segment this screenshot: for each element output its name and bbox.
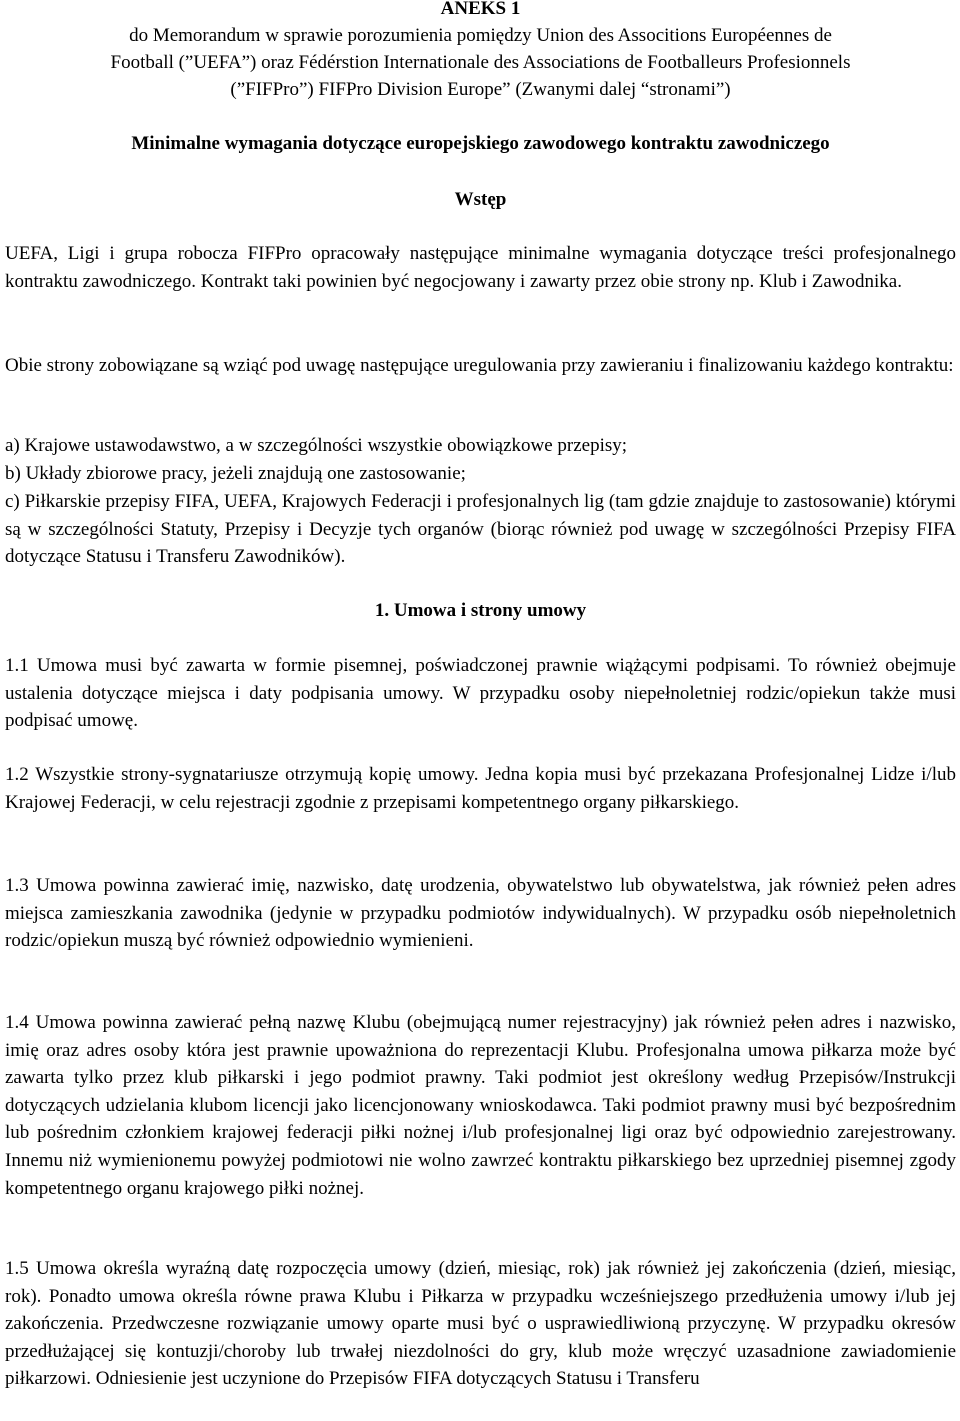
list-item-b: b) Układy zbiorowe pracy, jeżeli znajdują one zastosowanie; <box>5 463 466 484</box>
annex-subtitle-line-3: (”FIFPro”) FIFPro Division Europe” (Zwanymi dalej “stronami”) <box>230 79 731 100</box>
intro-heading: Wstęp <box>454 189 507 210</box>
document-title: Minimalne wymagania dotyczące europejskiego zawodowego kontraktu zawodniczego <box>131 133 830 154</box>
annex-subtitle-line-2: Football (”UEFA”) oraz Fédérstion Internationale des Associations de Footballeurs Profesionnels <box>110 52 851 73</box>
intro-paragraph-1: UEFA, Ligi i grupa robocza FIFPro opracowały następujące minimalne wymagania dotyczące treści profesjonalnego kontraktu zawodniczego. Kontrakt taki powinien być negocjowany i zawarty przez obie strony np. Klub i Zawodnika. <box>5 243 956 292</box>
section-1-5-paragraph: 1.5 Umowa określa wyraźną datę rozpoczęcia umowy (dzień, miesiąc, rok) jak również jej zakończenia (dzień, miesiąc, rok). Ponadto umowa określa równe prawa Klubu i Piłkarza w przypadku wcześniejszego przedłużenia umowy i/lub jej zakończenia. Przedwczesne rozwiązanie umowy oparte musi być o usprawiedliwioną przyczynę. W przypadku okresów przedłużającej się kontuzji/choroby lub trwałej niezdolności do gry, klub może wręczyć uzasadnione zawiadomienie piłkarzowi. Odniesienie jest uczynione do Przepisów FIFA dotyczących Statusu i Transferu <box>5 1258 956 1390</box>
section-1-1-paragraph: 1.1 Umowa musi być zawarta w formie pisemnej, poświadczonej prawnie wiążącymi podpisami. To również obejmuje ustalenia dotyczące miejsca i daty podpisania umowy. W przypadku osoby niepełnoletniej rodzic/opiekun także musi podpisać umowę. <box>5 655 956 732</box>
list-item-c: c) Piłkarskie przepisy FIFA, UEFA, Krajowych Federacji i profesjonalnych lig (tam gdzie znajduje to zastosowanie) którymi są w szczególności Statuty, Przepisy i Decyzje tych organów (biorąc również pod uwagę w szczególności Przepisy FIFA dotyczące Statusu i Transferu Zawodników). <box>5 491 956 568</box>
intro-paragraph-2: Obie strony zobowiązane są wziąć pod uwagę następujące uregulowania przy zawieraniu i finalizowaniu każdego kontraktu: <box>5 355 954 376</box>
annex-subtitle-line-1: do Memorandum w sprawie porozumienia pomiędzy Union des Associtions Européennes de <box>129 25 832 46</box>
section-1-2-paragraph: 1.2 Wszystkie strony-sygnatariusze otrzymują kopię umowy. Jedna kopia musi być przekazana Profesjonalnej Lidze i/lub Krajowej Federacji, w celu rejestracji zgodnie z przepisami kompetentnego organy piłkarskiego. <box>5 764 956 813</box>
annex-title: ANEKS 1 <box>440 0 521 19</box>
section-1-3-paragraph: 1.3 Umowa powinna zawierać imię, nazwisko, datę urodzenia, obywatelstwo lub obywatelstwa, jak również pełen adres miejsca zamieszkania zawodnika (jedynie w przypadku podmiotów indywidualnych). W przypadku osób niepełnoletnich rodzic/opiekun muszą być również odpowiednio wymienieni. <box>5 875 956 952</box>
section-1-4-paragraph: 1.4 Umowa powinna zawierać pełną nazwę Klubu (obejmującą numer rejestracyjny) jak również pełen adres i nazwisko, imię oraz adres osoby która jest prawnie upoważniona do reprezentacji Klubu. Profesjonalna umowa piłkarza może być zawarta tylko przez klub piłkarski i jego podmiot prawny. Taki podmiot jest określony według Przepisów/Instrukcji dotyczących udzielania klubom licencji jako licencjonowany wnioskodawca. Taki podmiot prawny musi być bezpośrednim lub pośrednim członkiem krajowej federacji piłki nożnej i/lub profesjonalnej ligi oraz być odpowiednio zarejestrowany. Innemu niż wymienionemu powyżej podmiotowi nie wolno zawrzeć kontraktu piłkarskiego bez uprzedniej pisemnej zgody kompetentnego organu krajowego piłki nożnej. <box>5 1012 956 1199</box>
section-1-heading: 1. Umowa i strony umowy <box>374 600 587 621</box>
list-item-a: a) Krajowe ustawodawstwo, a w szczególności wszystkie obowiązkowe przepisy; <box>5 435 628 456</box>
